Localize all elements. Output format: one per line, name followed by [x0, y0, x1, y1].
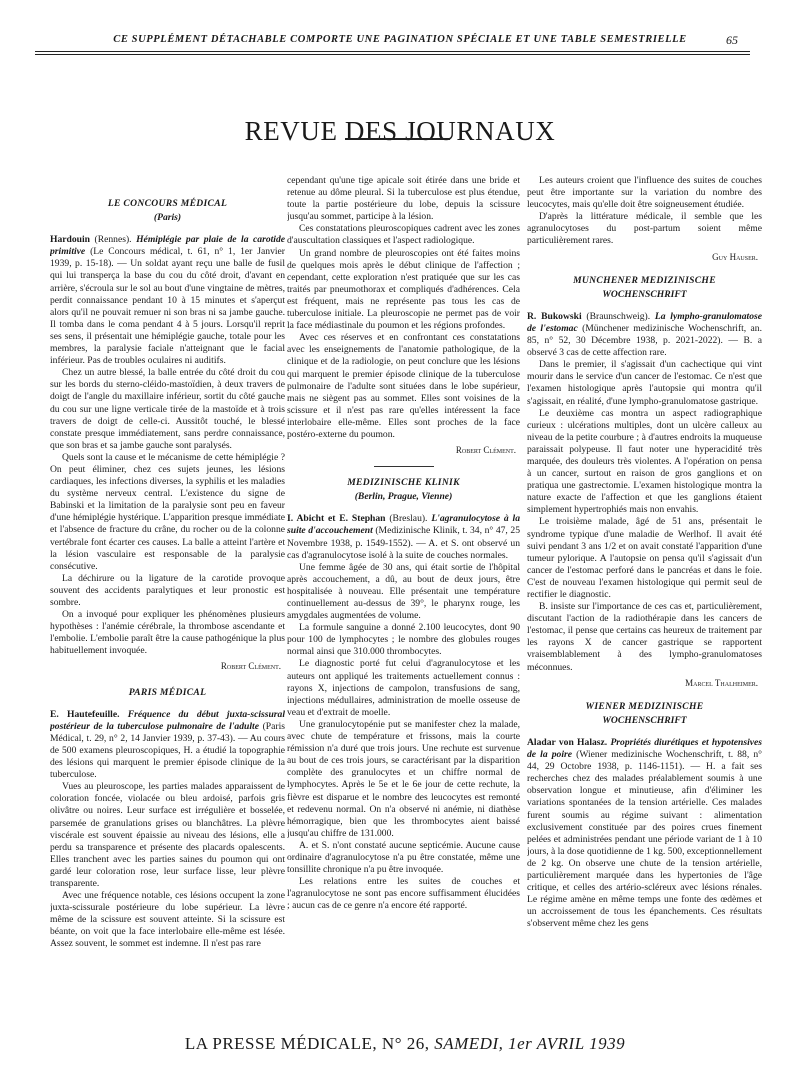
page-footer: [40, 1034, 770, 1054]
page-number: 65: [726, 33, 738, 47]
author-place: (Breslau).: [389, 513, 428, 525]
column-2: [287, 175, 520, 912]
paragraph: Un grand nombre de pleuroscopies ont été faites moins de quelques mois après le début clinique de l'affection ; cependant, cette exploration n'est pratiquée que sur les cas traités par pneumothorax et compliqués d'adhérences. Cela est fréquent, mais ne représente pas tous les cas de tuberculose initiale. La pleuroscopie ne permet pas de voir la face médiastinale du poumon et les régions profondes.: [287, 247, 520, 332]
paragraph: B. insiste sur l'importance de ces cas et, particulièrement, discutant l'action de la radiothérapie dans les cancers de l'estomac, il pense que certains cas heureux de traitement par les rayons X de cancer gastrique se rapportent vraisemblablement à des lympho-granulomatoses méconnues.: [527, 601, 762, 673]
paragraph: Avec ces réserves et en confrontant ces constatations avec les enseignements de l'anatomie pathologique, de la clinique et de la radiologie, on peut conclure que les lésions qui marquent le premier épisode clinique de la tuberculose pulmonaire de l'adulte sont situées dans le lobe supérieur, mais ne siègent pas au sommet. Elles sont voisines de la scissure et il n'est pas rare qu'elles intéressent la face interlobaire elle-même. Elles sont proches de la face postéro-externe du poumon.: [287, 332, 520, 440]
paragraph: Les relations entre les suites de couches et l'agranulocytose ne sont pas encore suffisamment élucidées ; aucun cas de ce genre n'a encore été rapporté.: [287, 876, 520, 912]
header-rule-bottom: [35, 54, 750, 55]
paragraph: A. et S. ont observé un cas d'agranulocytose isolé à la suite de couches normales.: [287, 537, 520, 561]
column-3: [527, 175, 762, 930]
paragraph: Le deuxième cas montra un aspect radiographique curieux : ulcérations multiples, dont un ulcère calleux au niveau de la petite courbure ; à d'autres endroits la muqueuse paraissait polypeuse. Il faut noter une hyperacidité très marquée, des douleurs très violentes. A l'opération on pensa à un cancer, surtout en raison de gros ganglions et on pratiqua une gastrectomie. L'examen histologique montra la nature exacte de l'affection et que les ganglions étaient simplement hypertrophiés mais non envahis.: [527, 407, 762, 516]
section-heading-line-2: WOCHENSCHRIFT: [602, 288, 687, 300]
article-lead: [50, 234, 285, 367]
paragraph: La déchirure ou la ligature de la carotide provoque souvent des accidents paralytiques et leur pronostic est sombre.: [50, 572, 285, 608]
title-underline: [345, 138, 450, 140]
journal-name: LA PRESSE MÉDICALE,: [184, 1034, 378, 1053]
paragraph: Le troisième malade, âgé de 51 ans, présentait le syndrome typique d'une maladie de Werlhof. Il avait été suivi pendant 3 ans 1/2 et on avait constaté l'apparition d'une tumeur pylorique. A l'autopsie on pensa qu'il s'agissait d'un cancer de l'estomac perforé dans le pancréas et dans le foie. C'est de nouveau l'examen histologique qui permit seul de rectifier le diagnostic.: [527, 516, 762, 600]
column-1: [50, 192, 285, 951]
paragraph: A. et S. n'ont constaté aucune septicémie. Aucune cause ordinaire d'agranulocytose n'a pu être constatée, même une tonsillite chronique n'a pu être invoquée.: [287, 839, 520, 876]
article-lead: [287, 513, 520, 561]
signature: Robert Clément.: [455, 445, 516, 456]
article-title: Fréquence du début juxta-scissural postérieur de la tuberculose pulmonaire de l'adulte: [50, 708, 285, 732]
paragraph: On a invoqué pour expliquer les phénomènes plusieurs hypothèses : l'anémie cérébrale, la thrombose ascendante et l'embolie. L'embolie paraît être la cause pathogénique la plus habituellement invoquée.: [50, 609, 285, 657]
article-author: I. Abicht et E. Stephan: [287, 513, 386, 525]
paragraph: Dans le premier, il s'agissait d'un cachectique qui vint mourir dans le service d'un cancer de l'estomac. Ce n'est que l'examen histologique après l'autopsie qui montra qu'il s'agissait, en réalité, d'une lympho-granulomatose gastrique.: [527, 359, 762, 407]
article-lead: [527, 311, 762, 359]
section-subheading: (Paris): [153, 212, 182, 224]
article-title: La lympho-granulomatose de l'estomac: [527, 310, 762, 334]
paragraph: Avec une fréquence notable, ces lésions occupent la zone juxta-scissurale postérieure du lobe supérieur. La lèvre même de la scissure est souvent atteinte. Si la scissure est béante, on voit que la face interlobaire elle-même est lésée. Assez souvent, le sommet est indemne. Il n'est pas rare: [50, 890, 285, 950]
paragraph: B. a observé 3 cas de cette affection rare.: [527, 335, 762, 359]
section-heading: LE CONCOURS MÉDICAL: [107, 198, 228, 209]
paragraph: Vues au pleuroscope, les parties malades apparaissent de coloration foncée, violacée ou bleu ardoisé, parfois gris olivâtre ou noires. Leur surface est irrégulière et bosselée, parsemée de granulations grises ou blanchâtres. La plèvre viscérale est souvent épaissie au niveau des lésions, elle a perdu sa transparence et présente des placards opalescents. Elles tranchent avec les parties saines du poumon qui ont gardé leur coloration rose, leur surface lisse, leur plèvre transparente.: [50, 781, 285, 889]
section-heading: MUNCHENER MEDIZINISCHE: [573, 274, 716, 286]
issue-date: SAMEDI, 1er AVRIL 1939: [434, 1034, 626, 1053]
author-place: (Rennes).: [94, 234, 132, 246]
paragraph: Une femme âgée de 30 ans, qui était sortie de l'hôpital après accouchement, a dû, au bout de deux jours, être hospitalisée à nouveau. Elle présentait une température continuellement au-dessus de 39°, le pharynx rouge, les amygdales augmentées de volume.: [287, 561, 520, 622]
section-heading: MEDIZINISCHE KLINIK: [347, 477, 460, 489]
signature: Robert Clément.: [220, 661, 281, 672]
supplement-banner: CE SUPPLÉMENT DÉTACHABLE COMPORTE UNE PAGINATION SPÉCIALE ET UNE TABLE SEMESTRIELLE: [113, 34, 687, 45]
article-reference: (Le Concours médical, t. 61, n° 1, 1er Janvier 1939, p. 15-18). —: [50, 246, 285, 270]
article-reference: (Münchener medizinische Wochenschrift, an. 85, n° 52, 30 Décembre 1938, p. 2021-2022). —: [527, 322, 762, 347]
section-heading: PARIS MÉDICAL: [128, 686, 207, 698]
article-title: Propriétés diurétiques et hypotensives de la poire: [527, 736, 762, 761]
paragraph: Au cours de 500 examens pleuroscopiques, H. a étudié la topographie des lésions qui marquent le premier épisode clinique de la tuberculose.: [50, 732, 285, 781]
signature: Marcel Thalheimer.: [685, 677, 758, 688]
paragraph: cependant qu'une tige apicale soit étirée dans une bride et retenue au dôme pleural. Si la tuberculose est plus étendue, toute la partie postérieure du lobe, depuis la scissure jusqu'au sommet, participe à la lésion.: [287, 175, 520, 223]
article-author: Aladar von Halasz.: [527, 736, 608, 748]
article-reference: (Wiener medizinische Wochenschrift, t. 88, n° 44, 29 Octobre 1938, p. 1146-1151). —: [527, 749, 762, 773]
article-lead: [527, 737, 762, 931]
paragraph: Le diagnostic porté fut celui d'agranulocytose et les auteurs ont appliqué les traitements actuellement connus : rayons X, injections de campolon, transfusions de sang, injections médullaires, administration de moelle osseuse de veau et d'extrait de moelle.: [287, 658, 520, 718]
article-author: E. Hautefeuille.: [50, 708, 120, 720]
article-title: L'agranulocytose à la suite d'accouchement: [287, 513, 520, 537]
paragraph: H. a fait ses recherches chez des malades préalablement soumis à une observation longue et minutieuse, afin d'éliminer les variations spontanées de la tension artérielle. Ces malades furent soumis au régime suivant : alimentation exclusivement constituée par des poires crues finement pelées et administrées pendant une période variant de 1 à 10 jours, à la dose quotidienne de 1 kg. 500, exceptionnellement de 2 kg. On observe une chute de la tension artérielle, particulièrement marquée dans les hypertonies de l'âge critique, et celles des artério-scléreux avec lésions rénales. Le régime amène en même temps une fonte des œdèmes et un accroissement de tous les épanchements. Ces résultats s'observent même chez les gens: [527, 761, 762, 930]
section-subheading: (Berlin, Prague, Vienne): [354, 491, 453, 503]
article-reference: (Medizinische Klinik, t. 34, n° 47, 25 Novembre 1938, p. 1549-1552). —: [287, 525, 520, 549]
paragraph: Une granulocytopénie put se manifester chez la malade, avec chute de température et frissons, mais la courte rémission n'a duré que trois jours. Une rechute est survenue au bout de ces trois jours, se caractérisant par la disparition complète des granulocytes et un chiffre normal de lymphocytes. Après le 5e et le 6e jour de cette rechute, la fièvre est disparue et le nombre des leucocytes est remonté et redevenu normal. On n'a observé ni anémie, ni diathèse hémorragique, bien que les thrombocytes aient baissé jusqu'au chiffre de 131.000.: [287, 718, 520, 839]
signature: Guy Hauser.: [712, 251, 758, 262]
article-author: Hardouin: [50, 234, 90, 246]
paragraph: La formule sanguine a donné 2.100 leucocytes, dont 90 pour 100 de lymphocytes ; le nombre des globules rouges normal ainsi que 310.000 thrombocytes.: [287, 622, 520, 658]
section-heading: WIENER MEDIZINISCHE: [585, 700, 704, 712]
header-rule-top: [35, 51, 750, 52]
issue-number: N° 26,: [381, 1034, 430, 1053]
paragraph: Ces constatations pleuroscopiques cadrent avec les zones d'auscultation classiques et l'aspect radiologique.: [287, 223, 520, 247]
paragraph: Chez un autre blessé, la balle entrée du côté droit du cou sur les bords du sterno-cléido-mastoïdien, à deux travers de doigt de l'angle du maxillaire inférieur, sortit du côté gauche du cou sur une ligne verticale tirée de la mastoïde et à trois travers de doigt de celle-ci. Aussitôt touché, le blessé constate presque immédiatement, sans perdre connaissance, que son bras et sa jambe gauche sont paralysés.: [50, 367, 285, 451]
article-author: R. Bukowski: [527, 310, 582, 322]
paragraph: Un soldat ayant reçu une balle de fusil qui lui transperça la base du cou du côté droit, d'avant en arrière, s'écroula sur le sol au bout d'une vingtaine de mètres, perdit connaissance pendant 10 à 15 minutes et s'aperçut alors qu'il ne pouvait remuer ni son bras ni sa jambe gauche. Il tomba dans le coma pendant 4 à 5 jours. Lorsqu'il reprit ses sens, il présentait une hémiplégie gauche, totale pour les membres, la paralysie faciale n'atteignant que le facial inférieur. Pas de troubles oculaires ni auditifs.: [50, 258, 285, 367]
paragraph: Quels sont la cause et le mécanisme de cette hémiplégie ? On peut éliminer, chez ces sujets jeunes, les lésions cardiaques, les infections diverses, la syphilis et les maladies du système nerveux central. L'existence du signe de Babinski et la limitation de la paralysie sont peu en faveur d'une hémiplégie hystérique. L'apparition presque immédiate et l'absence de fracture du crâne, du rocher ou de la colonne vertébrale font écarter ces causes. La balle a atteint l'artère et la lésion vasculaire est responsable de la paralysie consécutive.: [50, 451, 285, 572]
paragraph: Les auteurs croient que l'influence des suites de couches peut être importante sur la variation du nombre des leucocytes, mais qu'elle doit être soigneusement étudiée.: [527, 175, 762, 211]
author-place: (Braunschweig).: [586, 310, 651, 322]
paragraph: D'après la littérature médicale, il semble que les agranulocytoses du post-partum soient même particulièrement rares.: [527, 211, 762, 247]
article-title: Hémiplégie par plaie de la carotide primitive: [50, 234, 285, 258]
page-title: REVUE DES JOURNAUX: [244, 116, 556, 147]
section-separator: [374, 466, 434, 467]
article-lead: [50, 709, 285, 782]
article-reference: (Paris Médical, t. 29, n° 2, 14 Janvier 1939, p. 37-43). —: [50, 720, 285, 744]
section-heading-line-2: WOCHENSCHRIFT: [602, 714, 687, 726]
